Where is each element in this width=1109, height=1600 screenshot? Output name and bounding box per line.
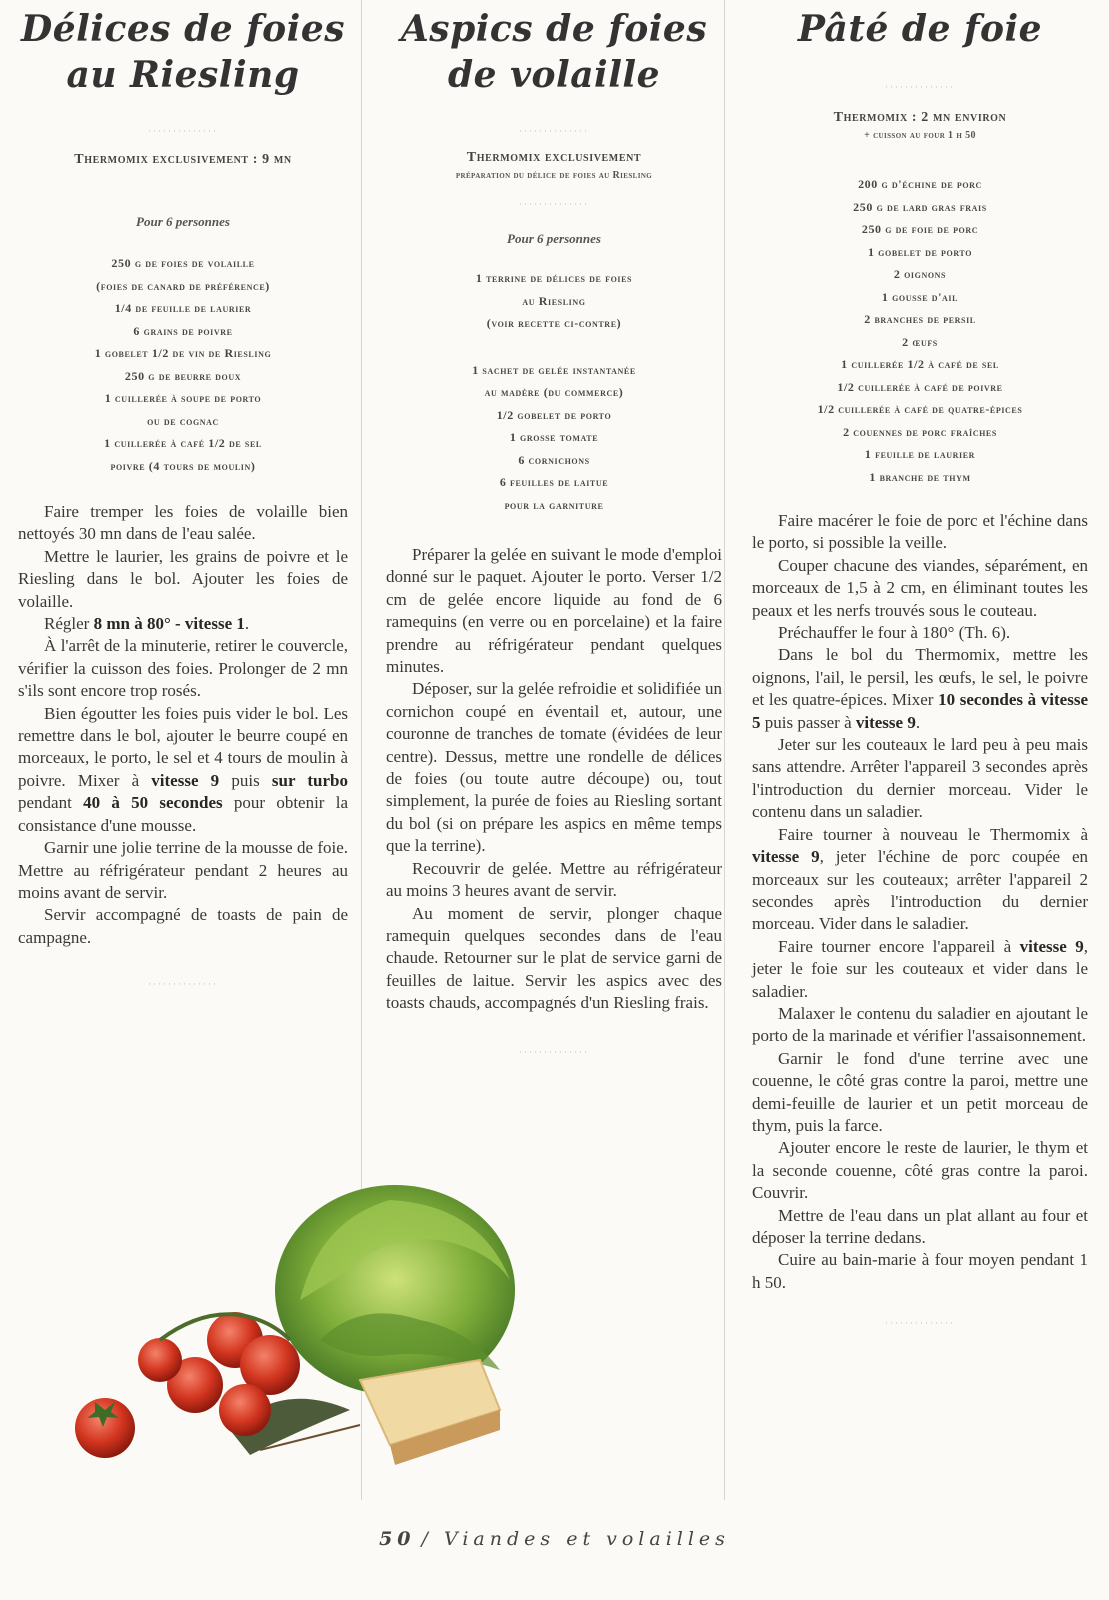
ingredient-item: 1/4 de feuille de laurier — [114, 301, 252, 315]
step-text: Faire macérer le foie de porc et l'échine dans le porto, si possible la veille. — [752, 511, 1088, 553]
step-paragraph — [752, 510, 1088, 555]
ingredient-item: 1 gobelet de porto — [867, 244, 973, 259]
title-line-1: Délices de foies — [20, 8, 346, 50]
ingredient-item: (foies de canard de préférence) — [96, 278, 270, 293]
step-paragraph — [752, 936, 1088, 1003]
ingredient-item: 2 oignons — [893, 267, 947, 281]
recipe-title: Pâté de foie — [797, 8, 1043, 50]
step-paragraph — [752, 1205, 1088, 1250]
step-paragraph — [752, 824, 1088, 936]
step-paragraph — [386, 544, 722, 678]
step-text: Faire tremper les foies de volaille bien nettoyés 30 mn dans de l'eau salée. — [18, 502, 348, 544]
step-text: Ajouter encore le reste de laurier, le thym et la seconde couenne, côté gras contre la paroi. Couvrir. — [752, 1138, 1088, 1203]
step-text: , jeter le foie sur les couteaux et vider dans le saladier. — [752, 936, 1088, 1001]
ingredient-item: 250 g de foies de volaille — [111, 256, 255, 270]
thermomix-time: Thermomix exclusivement : 9 mn — [74, 152, 292, 167]
ingredient-item: 200 g d'échine de porc — [858, 177, 982, 191]
step-paragraph — [386, 858, 722, 903]
thermomix-time: Thermomix exclusivement — [466, 150, 642, 165]
step-text: Préparer la gelée en suivant le mode d'emploi donné sur le paquet. Ajouter le porto. Verser 1/2 cm de gelée encore liquide au fond de 6 ramequins (en verre ou en porcelaine) et la faire prendre au réfrigérateur pendant quelques minutes. — [386, 545, 722, 677]
step-text: Recouvrir de gelée. Mettre au réfrigérateur au moins 3 heures avant de servir. — [386, 858, 722, 901]
step-text: , jeter l'échine de porc coupée en morceaux sur les couteaux; arrêter l'appareil 2 secondes après l'introduction du dernier morceau. Vider dans le saladier. — [752, 847, 1088, 934]
step-paragraph — [752, 622, 1088, 644]
ingredient-item: 6 grains de poivre — [133, 323, 233, 338]
step-paragraph — [18, 904, 348, 949]
step-text: . — [244, 614, 250, 634]
ingredient-item: 1 cuillerée à soupe de porto — [104, 391, 262, 405]
ingredient-item: pour la garniture — [504, 497, 604, 512]
ornament-divider: ·············· — [148, 979, 218, 990]
step-emphasis: vitesse 9 — [752, 847, 820, 867]
step-text: pour obtenir la consistance d'une mousse. — [18, 793, 348, 835]
ingredient-item: poivre (4 tours de moulin) — [110, 458, 256, 473]
page-footer — [0, 1528, 1109, 1550]
step-emphasis: 10 secondes à vitesse 5 — [752, 690, 1089, 732]
ornament-divider: ·············· — [519, 199, 589, 209]
servings: Pour 6 personnes — [507, 231, 601, 246]
ingredient-item: 6 feuilles de laitue — [499, 475, 609, 489]
step-text: Déposer, sur la gelée refroidie et solidifiée un cornichon coupé en éventail et, autour, une couronne de tranches de tomate (évidées de leur centre). Dessus, mettre une rondelle de délices de foies (ou toute autre découpe) ou, tout simplement, la purée de foies au Riesling sortant du bol (si on prépare les aspics en même temps que la terrine). — [386, 679, 722, 856]
step-text: Préchauffer le four à 180° (Th. 6). — [778, 623, 1011, 643]
recipe-title — [18, 6, 348, 98]
column-divider-right — [724, 0, 725, 1500]
ingredient-item: 2 œufs — [902, 334, 938, 349]
ingredient-list — [18, 252, 348, 477]
ingredient-item: 1 gousse d'ail — [881, 289, 959, 304]
ornament-divider: ·············· — [519, 1046, 589, 1057]
preparation-note: préparation du délice de foies au Riesling — [455, 170, 653, 181]
step-text: Garnir une jolie terrine de la mousse de foie. Mettre au réfrigérateur pendant 2 heures au moins avant de servir. — [18, 838, 348, 902]
step-text: Couper chacune des viandes, séparément, en morceaux de 1,5 à 2 cm, en éliminant toutes les peaux et les nerfs trouvés sous le couteau. — [752, 555, 1088, 620]
step-text: Régler — [44, 614, 94, 634]
ingredient-item: 6 cornichons — [518, 452, 590, 467]
cooking-note: + cuisson au four 1 h 50 — [864, 130, 976, 141]
step-emphasis: vitesse 9 — [1019, 936, 1084, 956]
ingredient-item: 1 terrine de délices de foies — [475, 271, 633, 285]
ornament-divider: ·············· — [885, 1318, 955, 1329]
ingredient-item: 250 g de beurre doux — [124, 368, 242, 383]
step-text: Au moment de servir, plonger chaque ramequin quelques secondes dans de l'eau chaude. Retourner sur le plat de service garni de feuilles de laitue. Servir les aspics avec des toasts chauds, accompagnés d'un Riesling frais. — [386, 903, 722, 1013]
title-line-2: de volaille — [448, 54, 660, 96]
ingredient-item: 1 branche de thym — [869, 469, 971, 484]
step-text: puis — [219, 770, 272, 790]
step-paragraph — [752, 1048, 1088, 1138]
step-emphasis: vitesse 9 — [855, 712, 916, 732]
ingredient-item: 1 feuille de laurier — [864, 447, 976, 461]
ingredient-item: 1 gobelet 1/2 de vin de Riesling — [94, 346, 272, 360]
recipe-delices-de-foies — [18, 0, 348, 991]
step-paragraph — [18, 613, 348, 635]
step-text: Dans le bol du Thermomix, mettre les oignons, l'ail, le persil, les œufs, le sel, le poivre et les quatre-épices. Mixer — [752, 645, 1088, 710]
step-emphasis: vitesse 9 — [151, 770, 220, 790]
step-text: À l'arrêt de la minuterie, retirer le couvercle, vérifier la cuisson des foies. Prolonger de 2 mn s'ils sont encore trop rosés. — [18, 636, 348, 701]
ingredient-item: au madère (du commerce) — [484, 385, 624, 399]
step-text: Servir accompagné de toasts de pain de campagne. — [18, 905, 348, 947]
ingredient-item: (voir recette ci-contre) — [486, 316, 622, 330]
ingredient-item: 250 g de foie de porc — [861, 222, 979, 236]
step-text: Cuire au bain-marie à four moyen pendant 1 h 50. — [752, 1250, 1088, 1292]
ingredient-item: 250 g de lard gras frais — [853, 199, 987, 214]
step-text: Mettre de l'eau dans un plat allant au four et déposer la terrine dedans. — [752, 1205, 1088, 1247]
servings: Pour 6 personnes — [136, 214, 230, 229]
ingredient-item: 1/2 cuillerée à café de poivre — [837, 379, 1003, 394]
recipe-steps — [18, 501, 348, 949]
step-text: Malaxer le contenu du saladier en ajoutant le porto de la marinade et vérifier l'assaisonnement. — [752, 1003, 1088, 1046]
step-paragraph — [752, 1249, 1088, 1294]
ornament-divider: ·············· — [519, 126, 589, 136]
title-line-2: au Riesling — [66, 54, 300, 96]
ingredient-item: 1 sachet de gelée instantanée — [472, 362, 636, 377]
ingredient-item: 1 grosse tomate — [509, 430, 599, 444]
step-paragraph — [18, 501, 348, 546]
step-paragraph — [752, 555, 1088, 622]
section-name: / Viandes et volailles — [421, 1528, 730, 1550]
vegetables-illustration — [60, 1180, 540, 1480]
step-paragraph — [752, 1003, 1088, 1048]
recipe-aspics-de-foies — [386, 0, 722, 1059]
step-text: Faire tourner encore l'appareil à — [778, 936, 1020, 956]
step-text: . — [915, 712, 921, 732]
ingredient-item: 1/2 gobelet de porto — [496, 407, 612, 422]
ornament-divider: ·············· — [148, 126, 218, 136]
step-paragraph — [752, 734, 1088, 824]
step-text: Garnir le fond d'une terrine avec une couenne, le côté gras contre la paroi, mettre une demi-feuille de laurier et un petit morceau de thym, puis la farce. — [752, 1048, 1088, 1135]
recipe-steps — [752, 510, 1088, 1294]
ornament-divider: ·············· — [885, 82, 955, 92]
step-emphasis: 8 mn à 80° - vitesse 1 — [93, 614, 245, 634]
step-paragraph — [18, 546, 348, 613]
step-paragraph — [18, 635, 348, 702]
step-paragraph — [386, 903, 722, 1015]
ingredient-list-aspic — [386, 359, 722, 517]
ingredient-item: 2 couennes de porc fraîches — [843, 424, 997, 439]
step-paragraph — [752, 1137, 1088, 1204]
recipe-pate-de-foie — [752, 0, 1088, 1330]
step-text: Jeter sur les couteaux le lard peu à peu mais sans attendre. Arrêter l'appareil 3 secondes après l'introduction du dernier morceau. Vider le contenu dans un saladier. — [752, 735, 1088, 822]
ingredient-item: 2 branches de persil — [864, 312, 976, 326]
ingredient-item: ou de cognac — [147, 413, 219, 428]
step-text: Bien égoutter les foies puis vider le bol. Les remettre dans le bol, ajouter le beurre coupé en morceaux, le porto, le sel et 4 tours de moulin à poivre. Mixer à — [18, 703, 348, 790]
ingredient-item: 1 cuillerée à café 1/2 de sel — [104, 436, 262, 450]
ingredient-list-terrine — [386, 267, 722, 335]
ingredient-item: 1 cuillerée 1/2 à café de sel — [841, 357, 999, 371]
step-paragraph — [752, 644, 1088, 734]
step-text: pendant — [18, 793, 84, 813]
step-paragraph — [18, 837, 348, 904]
title-line-1: Aspics de foies — [400, 8, 708, 50]
step-text: puis passer à — [760, 712, 856, 732]
page-number: 50 — [379, 1528, 416, 1550]
ingredient-list — [752, 173, 1088, 488]
step-emphasis: sur turbo — [271, 770, 348, 790]
step-text: Mettre le laurier, les grains de poivre et le Riesling dans le bol. Ajouter les foies de volaille. — [18, 546, 348, 611]
ingredient-item: au Riesling — [522, 293, 586, 308]
recipe-title — [386, 6, 722, 98]
step-emphasis: 40 à 50 secondes — [83, 793, 223, 813]
step-text: Faire tourner à nouveau le Thermomix à — [778, 824, 1088, 844]
step-paragraph — [386, 678, 722, 857]
ingredient-item: 1/2 cuillerée à café de quatre-épices — [817, 402, 1023, 416]
recipe-steps — [386, 544, 722, 1015]
thermomix-time: Thermomix : 2 mn environ — [833, 110, 1007, 125]
step-paragraph — [18, 703, 348, 837]
